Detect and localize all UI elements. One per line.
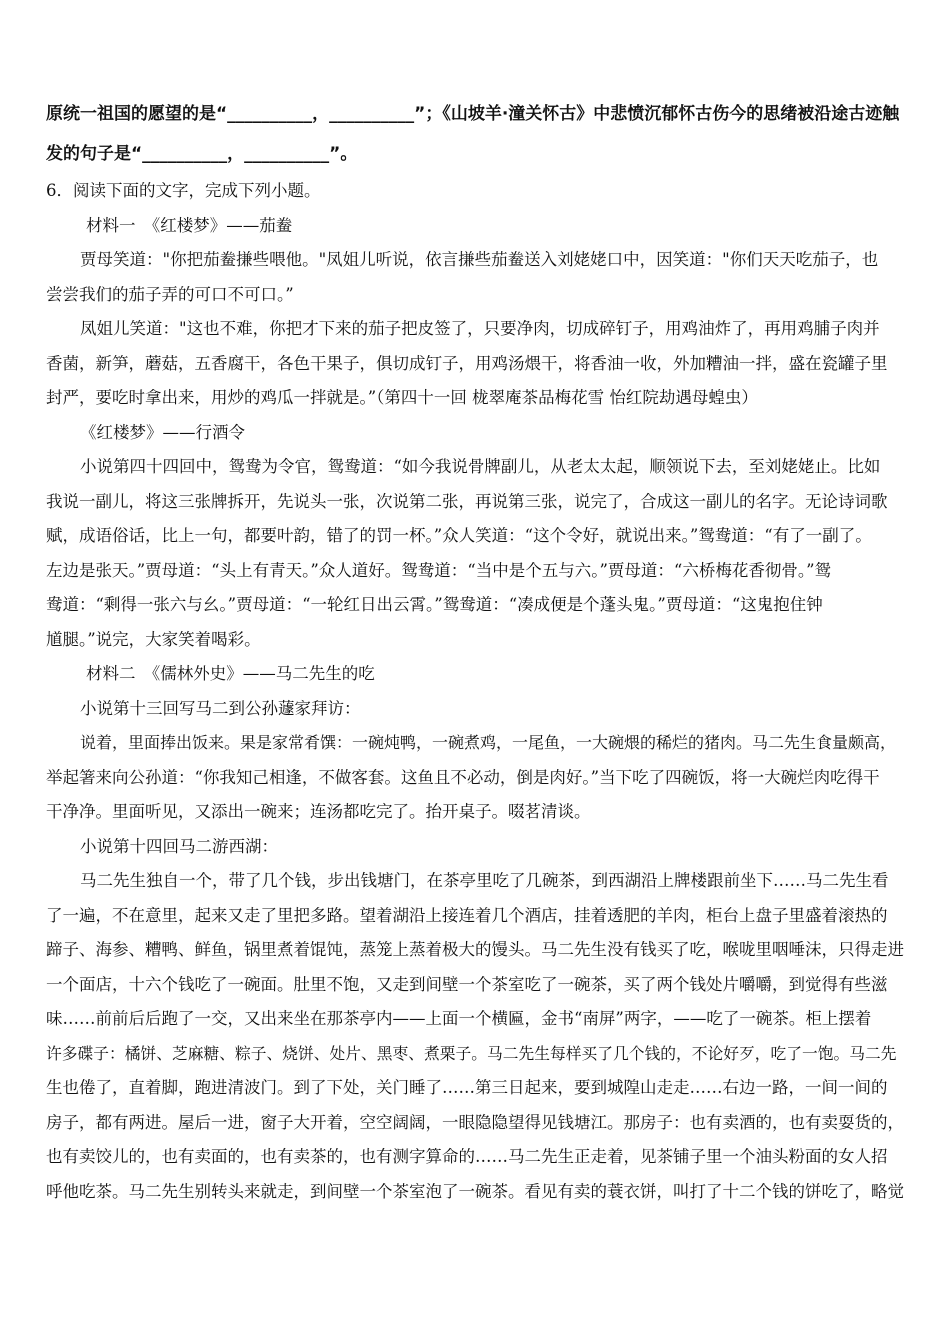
text-line: 味……前前后后跑了一交，又出来坐在那茶亭内——上面一个横匾，金书“南屏”两字，——吃了一碗茶。柜上摆着 — [46, 1009, 872, 1028]
text-line: 房子，都有两进。屋后一进，窗子大开着，空空阔阔，一眼隐隐望得见钱塘江。那房子：也有卖酒的，也有卖耍货的， — [46, 1112, 904, 1132]
text-line: 材料一 《红楼梦》——茄鲞 — [86, 215, 293, 235]
text-line: 鸯道：“剩得一张六与幺。”贾母道：“一轮红日出云霄。”鸳鸯道：“凑成便是个蓬头鬼。”贾母道：“这鬼抱住钟 — [46, 595, 823, 614]
text-line: 左边是张天。”贾母道：“头上有青天。”众人道好。鸳鸯道：“当中是个五与六。”贾母道：“六桥梅花香彻骨。”鸳 — [46, 560, 832, 580]
text-line: 举起箸来向公孙道：“你我知己相逢，不做客套。这鱼且不必动，倒是肉好。”当下吃了四碗饭，将一大碗烂肉吃得干 — [46, 767, 880, 787]
text-line: 马二先生独自一个，带了几个钱，步出钱塘门，在茶亭里吃了几碗茶，到西湖沿上牌楼跟前坐下……马二先生看 — [80, 871, 889, 890]
text-line: 小说第四十四回中，鸳鸯为令官，鸳鸯道：“如今我说骨牌副儿，从老太太起，顺领说下去，至刘姥姥止。比如 — [80, 457, 881, 476]
text-line: 《红楼梦》——行酒令 — [80, 422, 245, 442]
text-line: 了一遍，不在意里，起来又走了里把多路。望着湖沿上接连着几个酒店，挂着透肥的羊肉，柜台上盘子里盛着滚热的 — [46, 905, 888, 925]
text-line: 也有卖饺儿的，也有卖面的，也有卖茶的，也有测字算命的……马二先生正走着，见茶铺子里一个油头粉面的女人招 — [46, 1147, 888, 1166]
text-line: 赋，成语俗话，比上一句，都要叶韵，错了的罚一杯。”众人笑道：“这个令好，就说出来。”鸳鸯道：“有了一副了。 — [46, 526, 872, 545]
document-page — [46, 94, 906, 1209]
text-line: 呼他吃茶。马二先生别转头来就走，到间壁一个茶室泡了一碗茶。看见有卖的蓑衣饼，叫打了十二个钱的饼吃了，略觉 — [46, 1181, 904, 1201]
text-line: 馗腿。”说完，大家笑着喝彩。 — [46, 629, 261, 649]
text-line: 发的句子是“__________，__________”。 — [46, 144, 358, 164]
text-line: 贾母笑道："你把茄鲞搛些喂他。"凤姐儿听说，依言搛些茄鲞送入刘姥姥口中，因笑道："你们天天吃茄子，也 — [80, 250, 879, 269]
text-line: 蹄子、海参、糟鸭、鲜鱼，锅里煮着馄饨，蒸笼上蒸着极大的馒头。马二先生没有钱买了吃，喉咙里咽唾沫，只得走进 — [46, 940, 904, 959]
text-line: 我说一副儿，将这三张牌拆开，先说头一张，次说第二张，再说第三张，说完了，合成这一副儿的名字。无论诗词歌 — [46, 491, 888, 511]
text-line: 材料二 《儒林外史》——马二先生的吃 — [86, 664, 375, 683]
text-line: 小说第十四回马二游西湖： — [80, 836, 278, 856]
text-line: 许多碟子：橘饼、芝麻糖、粽子、烧饼、处片、黑枣、煮栗子。马二先生每样买了几个钱的，不论好歹，吃了一饱。马二先 — [46, 1043, 897, 1063]
text-line: 小说第十三回写马二到公孙蘧家拜访： — [80, 698, 361, 718]
text-line: 尝尝我们的茄子弄的可口不可口。” — [46, 284, 294, 304]
text-line: 说着，里面捧出饭来。果是家常肴馔：一碗炖鸭，一碗煮鸡，一尾鱼，一大碗煨的稀烂的猪肉。马二先生食量颇高， — [80, 733, 897, 752]
text-line: 生也倦了，直着脚，跑进清波门。到了下处，关门睡了……第三日起来，要到城隍山走走……右边一路，一间一间的 — [46, 1078, 888, 1097]
text-line: 干净净。里面听见，又添出一碗来；连汤都吃完了。抬开桌子。啜茗清谈。 — [46, 802, 591, 821]
text-line: 原统一祖国的愿望的是“__________，__________”；《山坡羊·潼关怀古》中悲愤沉郁怀古伤今的思绪被沿途古迹触 — [46, 104, 900, 124]
text-line: 一个面店，十六个钱吃了一碗面。肚里不饱，又走到间壁一个茶室吃了一碗茶，买了两个钱处片嚼嚼，到觉得有些滋 — [46, 974, 888, 994]
text-line: 凤姐儿笑道："这也不难，你把才下来的茄子把皮签了，只要净肉，切成碎钉子，用鸡油炸了，再用鸡脯子肉并 — [80, 319, 880, 338]
text-line: 6．阅读下面的文字，完成下列小题。 — [46, 181, 321, 200]
text-line: 香菌，新笋，蘑菇，五香腐干，各色干果子，俱切成钉子，用鸡汤煨干，将香油一收，外加糟油一拌，盛在瓷罐子里 — [46, 353, 888, 373]
text-line: 封严，要吃时拿出来，用炒的鸡瓜一拌就是。”（第四十一回 栊翠庵茶品梅花雪 怡红院劫遇母蝗虫） — [46, 388, 758, 407]
